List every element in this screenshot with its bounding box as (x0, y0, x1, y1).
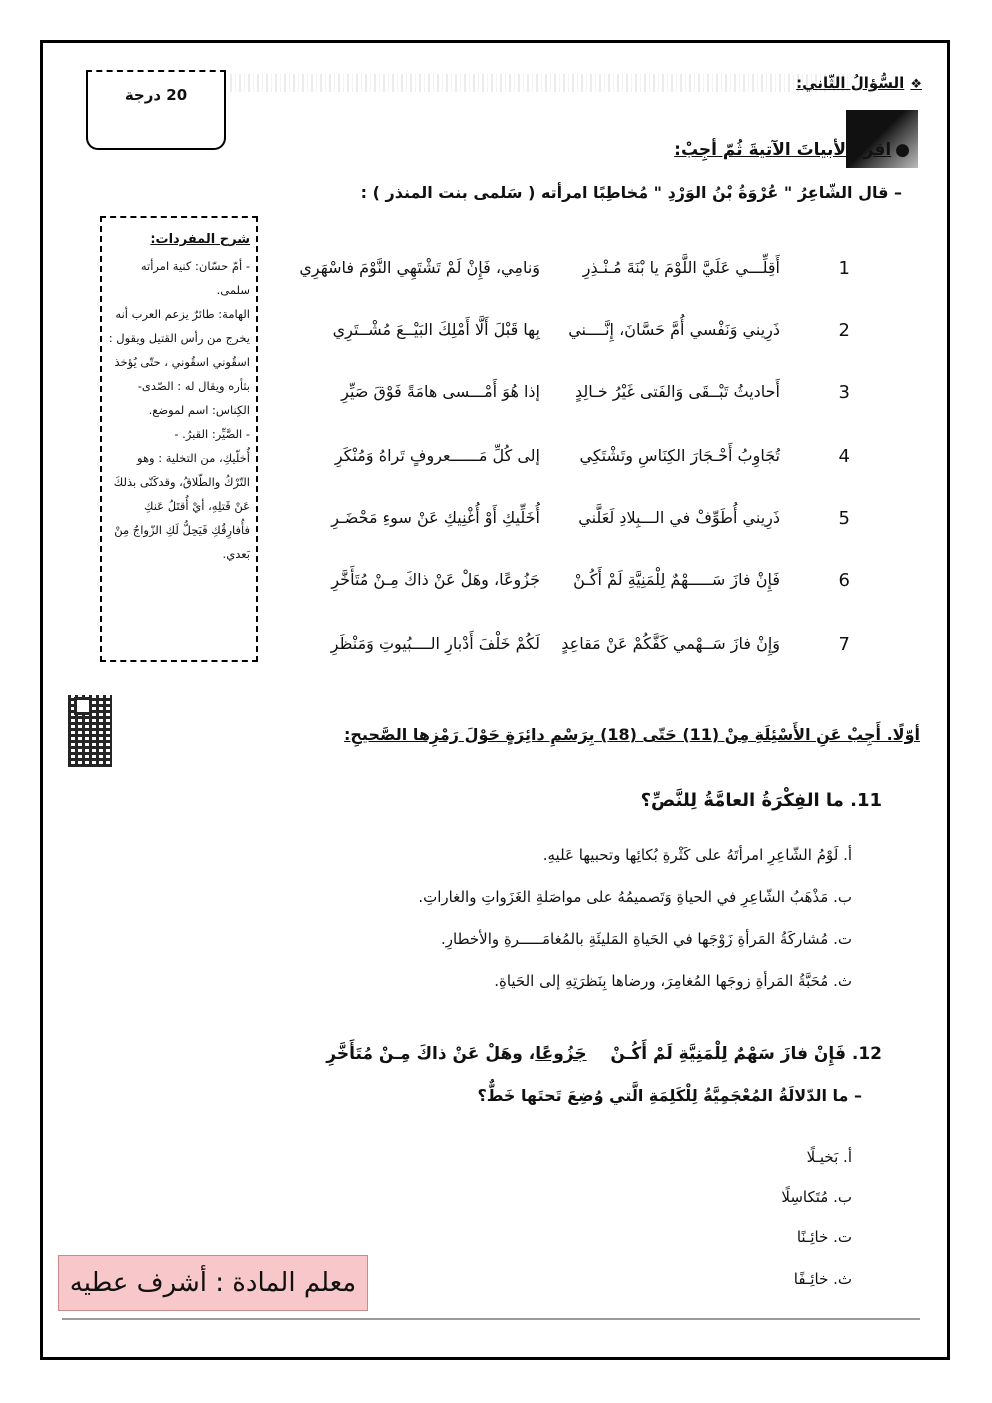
vocabulary-item: - الصَّيِّر: القبرُ. - (174, 427, 250, 441)
verse-second-hemistich: بِها قَبْلَ أَلَّا أَمْلِكَ البَيْــعَ مُشْــتَرِي (332, 320, 540, 339)
question-11-option[interactable]: ت. مُشاركَةُ المَرأةِ زَوْجَها في الحَياةِ المَليئَةِ بالمُغامَـــــرةِ والأخطارِ. (441, 930, 852, 948)
verse-number: 1 (838, 258, 850, 279)
verse-line (280, 634, 850, 664)
verse-first-hemistich: أَحاديثُ تَبْــقَى وَالفَتى غَيْرُ خـالِدٍ (575, 382, 780, 401)
verse-number: 5 (838, 508, 850, 529)
bottom-rule (62, 1318, 920, 1320)
vocabulary-title: شرح المفردات: (150, 232, 250, 247)
verse-second-hemistich: إلى كُلِّ مَــــــعروفٍ تَراهُ وَمُنْكَرِ (334, 446, 540, 465)
diamond-bullet-icon: ❖ (910, 77, 922, 92)
verse-line (280, 320, 850, 350)
qr-code-icon (68, 695, 112, 767)
verse-line (280, 446, 850, 476)
question-12-text-start: 12. فَإِنْ فازَ سَهْمٌ لِلْمَنِيَّةِ لَمْ أَكُـنْ (610, 1044, 882, 1064)
grade-label: 20 درجة (124, 86, 188, 104)
question-heading (796, 74, 922, 92)
vocabulary-item: الهامة: طائرٌ يزعم العرب أنه يخرج من رأس القتيل ويقول : اسقُوني اسقُوني ، حتّى يُؤخذ بثأره ويقال له : الصّدى- (108, 307, 250, 393)
question-12-option[interactable]: ث. خائِـفًا (793, 1270, 852, 1288)
verse-second-hemistich: إذا هُوَ أَمْـــسى هامَةً فَوْقَ صَيِّرِ (341, 382, 540, 401)
instruction-text: اقرأ الأبياتَ الآتيةَ ثُمّ أجِبْ: (674, 140, 892, 160)
verse-line (280, 508, 850, 538)
verse-number: 2 (838, 320, 850, 341)
verse-first-hemistich: وَإِنْ فازَ سَــهْمي كَفَّكُمْ عَنْ مَقاعِدٍ (561, 634, 780, 653)
question-11-option[interactable]: أ. لَوْمُ الشّاعِرِ امرأتَهُ على كَثْرةِ بُكائِها وتحبيها عَليهِ. (542, 846, 852, 864)
question-12-option[interactable]: ب. مُتَكاسِلًا (781, 1188, 852, 1206)
vocabulary-item: أُخلّيكِ، من التخلية : وهو التّرْكُ والطّلاقُ، وقدكَنّى بذلكَ عَنْ قَتلِهِ، أيْ أُقتَلُ عَنكِ فأُفارِقُكِ فَيَحِلُّ لَكِ الزّواجُ مِنْ بَعدي. (113, 451, 250, 561)
question-11: 11. ما الفِكْرَةُ العامَّةُ لِلنَّصِّ؟ (640, 790, 882, 811)
question-11-option[interactable]: ث. مُحَبَّةُ المَرأةِ زوجَها المُغامِرَ، ورضاها بِنَظرَتِهِ إلى الحَياةِ. (494, 972, 852, 990)
question-11-option[interactable]: ب. مَذْهَبُ الشّاعِرِ في الحياةِ وَتَصميمُهُ على مواصَلةِ الغَزَواتِ والغاراتِ. (418, 888, 852, 906)
scan-noise-strip (230, 74, 850, 92)
verse-first-hemistich: ذَرِيني وَنَفْسي أُمَّ حَسَّانَ، إِنَّــــني (568, 320, 780, 339)
verse-first-hemistich: أَقِلِّـــي عَلَيَّ اللَّوْمَ يا بْنَةَ مُـنْـذِرِ (582, 258, 780, 277)
verse-line (280, 258, 850, 288)
verse-number: 4 (838, 446, 850, 467)
verse-second-hemistich: وَنامِي، فَإِنْ لَمْ تَشْتَهِي النَّوْمَ فاسْهَرِي (299, 258, 540, 277)
poem-intro: – قال الشّاعِرُ " عُرْوَةُ بْنُ الوَرْدِ " مُخاطِبًا امرأته ( سَلمى بنت المنذر ) : (360, 183, 902, 202)
part-one-instruction: أوّلًا. أَجِبْ عَنِ الأَسْئِلَةِ مِنْ (11) حَتّى (18) بِرَسْمِ دائِرَةٍ حَوْلَ رَمْزِها الصَّحيحِ: (344, 725, 920, 744)
teacher-name-banner: معلم المادة : أشرف عطيه (58, 1255, 368, 1311)
question-12-option[interactable]: أ. بَخيـلًا (806, 1148, 852, 1166)
verse-second-hemistich: جَزُوعًا، وهَلْ عَنْ ذاكَ مِـنْ مُتَأَخَّرِ (331, 570, 540, 589)
instruction (674, 140, 910, 160)
question-12-text-end: ، وهَلْ عَنْ ذاكَ مِـنْ مُتَأَخَّرِ (326, 1044, 536, 1064)
question-12-underlined-word: جَزُوعًا (535, 1044, 587, 1064)
vocabulary-item: الكِناس: اسم لموضع. (148, 403, 250, 417)
question-heading-text: السُّؤالُ الثّاني: (796, 74, 905, 92)
verse-second-hemistich: أُخَلِّيكِ أَوْ أُغْنِيكِ عَنْ سوءِ مَحْضَـرِ (331, 508, 540, 527)
question-12 (326, 1044, 882, 1064)
verse-number: 7 (838, 634, 850, 655)
grade-box (86, 70, 226, 150)
verse-first-hemistich: فَإِنْ فازَ سَـــــهْمٌ لِلْمَنِيَّةِ لَمْ أَكُـنْ (573, 570, 780, 589)
question-12-prompt: – ما الدّلالَةُ المُعْجَمِيَّةُ لِلْكَلِمَةِ الَّتي وُضِعَ تَحتَها خَطٌّ؟ (477, 1086, 862, 1105)
verse-line (280, 382, 850, 412)
vocabulary-item: - أمّ حسّان: كنية امرأته سلمى. (140, 259, 250, 297)
verse-line (280, 570, 850, 600)
verse-first-hemistich: ذَرِيني أُطَوِّفْ في الـــبِلادِ لَعَلَّني (578, 508, 780, 527)
question-12-option[interactable]: ت. خائِـنًا (796, 1228, 852, 1246)
verse-second-hemistich: لَكُمْ خَلْفَ أَدْبارِ الــــبُيوتِ وَمَنْظَرِ (330, 634, 540, 653)
vocabulary-box (100, 216, 258, 662)
verse-first-hemistich: تُجَاوِبُ أَحْـجَارَ الكِنَاسِ وتَشْتَكِي (579, 446, 780, 465)
bullet-icon: ● (895, 140, 910, 160)
verse-number: 3 (838, 382, 850, 403)
verse-number: 6 (838, 570, 850, 591)
